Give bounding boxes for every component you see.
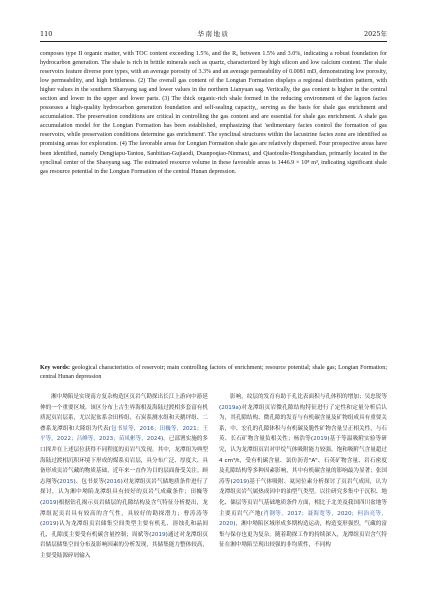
body-text: 湘中坳陷是实现南方复杂构造区页岩气勘探出长江上游向中游延伸的一个重要区域。该区分布上古生界海相及海陆过渡相多套富有机质泥页岩层系，尤以泥盆系佘田桥组、石炭系测水组和天鹅坪组、二叠系龙潭组和大隆组为代表(: [40, 394, 208, 432]
keywords-label: Key words:: [40, 365, 71, 371]
citation: 肖钢等，2017；聂海宽等，2020；何治亮等，2020: [219, 510, 387, 528]
citation: 2019: [313, 436, 328, 443]
abstract-text: composes type II organic matter, with TOC content exceeding 1.5%, and the R₀ between 1.5% and 3.0%, indicating a robust foundation for hydrocarbon generation. The shale is rich in brittle minerals such as quartz, characterized by high silicon and low calcium content. The shale reservoirs feature diverse pore types, with an average porosity of 3.3% and an average permeability of 0.0081 mD, demonstrating low porosity, low permeability, and high brittleness. (2) The overall gas content of the Longtan Formation displays a regional distribution pattern, with higher values in the southern Shaoyang sag and lower values in the northern Lianyuan sag. Vertically, the gas content is higher in the central section and lower in the upper and lower parts. (3) The thick organic-rich shale formed in the reducing environment of the lagoon facies possesses a high-quality hydrocarbon generation foundation and self-sealing capacity,, serving as the basis for shale gas enrichment and accumulation. The preservation conditions are critical in controlling the gas content and are essential for shale gas enrichment. A shale gas accumulation model for the Longtan Formation has been established, emphasizing that 'sedimentary facies control the formation of gas reservoirs, while preservation conditions determine gas enrichment'. The synclinal structures within the lacustrine facies zone are identified as promising areas for exploration. (4) The favorable areas for Longtan Formation shale gas are relatively dispersed. Four prospective areas have been identified, namely Dengjiapu-Tantou, Sanbitian-Gujiaodi, Duanpoqiao-Ninmaxi, and Qiaotoulie-Hongshandian, primarily located in the synclinal center of the Shaoyang sag. The estimated resource volume in these favorable areas is 1446.9 × 10⁸ m³, indicating significant shale gas resource potential in the Longtan Formation of the central Hunan depression.: [40, 51, 387, 175]
citation: 2019: [151, 531, 166, 538]
page-number: 110: [40, 30, 53, 38]
citation: 2019a: [221, 404, 239, 411]
body-text: )通过对龙潭组页岩储层储集空间分布及影响因素的分析发现，其储集能力整体较高，主要受陆源碎屑输入: [40, 531, 208, 559]
citation: 2019: [42, 499, 57, 506]
body-text: 影响，纹层的发育有助于孔比表面积与孔体积的增加；吴忠锐等(: [219, 394, 387, 411]
page-header: [40, 28, 387, 40]
body-text: )，湘中坳陷区域形成多期构造运动，构造变形强烈，气藏的富集与保存也更为复杂。随着勘探工作的持续深入，龙潭组页岩含气特征在湘中坳陷呈现出较强的非均质性，不同构: [219, 521, 387, 549]
body-text: )根据钻孔揭示页岩储层的孔隙结构及含气特征分析提出，龙潭组泥页岩具有较高的含气性，具较好的勘探潜力；曹涛涛等(: [40, 499, 208, 528]
body-text: )基于气体吸附、氦同位素分析探讨了页岩气成因，认为龙潭组页岩气属热成因中的油型气类型。以往研究多集中于沉积、地化、储层等页岩气基础地质条件方面，相比于北美及我国四川盆地等主要页岩气产地(: [219, 478, 387, 517]
citation: 2019: [42, 521, 57, 528]
header-rule: [40, 41, 387, 42]
body-text: )。已部署实施的多口探井在上述层位获得不同程度的页岩气发现。其中，龙潭组为典型海陆过渡相沉积环境下形成的煤系页岩层，具分布广泛、厚度大、具备形成页岩气藏的物质基础，近年来一直作为目的层面备受关注。顾志翔等(: [40, 436, 208, 485]
citation: 2015: [59, 478, 74, 485]
body-text: )对龙潭组页岩气储地质条件进行了探讨，认为湘中坳陷龙潭组具有较好的页岩气成藏条件；田巍等(: [40, 478, 208, 506]
body-text: )对龙潭组页岩微孔隙结构特征进行了定性和定量分析后认为，其孔隙结构、微孔隙的发育与有机碳含量及矿物组成具有重要关系，中、宏孔的孔隙体积与有机碳及脆性矿物含量呈正相关性，与石英、长石矿物含量负相关性；杨浩等(: [219, 404, 387, 443]
body-column-left: [40, 392, 208, 592]
citation: 2016: [106, 478, 121, 485]
publication-year: 2025年: [363, 30, 387, 38]
body-text: )认为龙潭组页岩储集空间类型主要有机孔、溶蚀孔和晶间孔，孔隙度主要受有机碳含量控制；周斌等(: [40, 521, 208, 538]
body-column-right: [219, 392, 387, 592]
body-text: )基于等温吸附实验等研究，认为龙潭组页岩对甲烷气体吸附能力较强，饱和吸附气含量超过4 cm³/t，受有机碳含量、氯仿沥青"A"、石英矿物含量、岩石密度及孔隙结构等多种因素影响，其中有机碳含量的影响最为显著；张国涛等(: [219, 436, 387, 485]
citation: 包书景等，2016；田巍等，2021；王平等，2022；吕峰等，2023；苗凤彬等，2024: [40, 425, 208, 443]
journal-title: 华南地质: [197, 30, 230, 38]
keywords: [40, 364, 387, 382]
keywords-text: geological characteristics of reservoir; main controlling factors of enrichment; resource potential; shale gas; Longtan Formation; central Hunan depression: [40, 365, 387, 381]
body-text: )、包书景等(: [73, 478, 107, 485]
citation: 2019: [232, 478, 247, 485]
